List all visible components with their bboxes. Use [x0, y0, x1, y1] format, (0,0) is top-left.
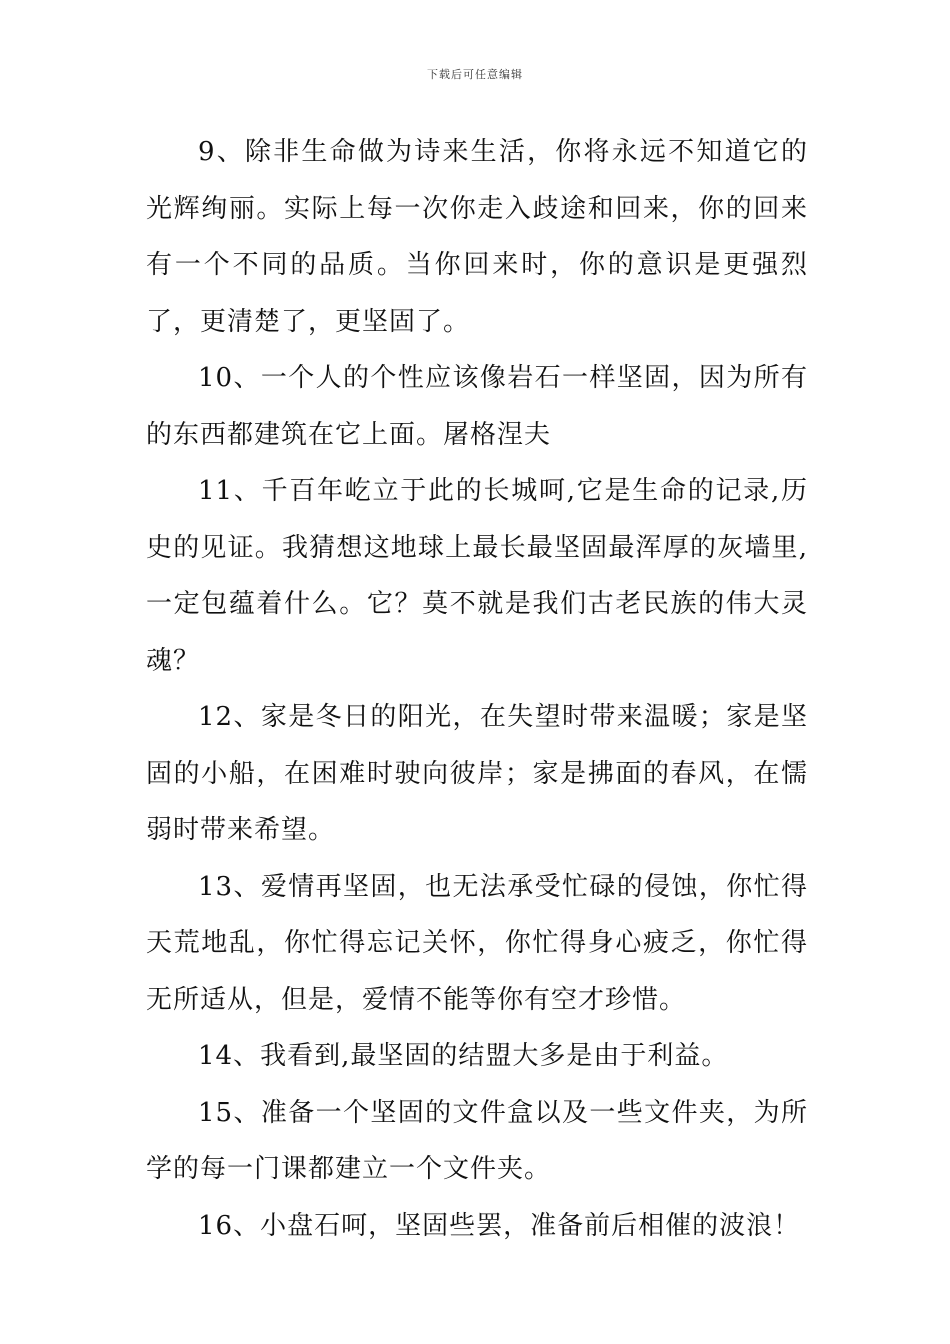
paragraph-14: 14、我看到,最坚固的结盟大多是由于利益。 [198, 1041, 729, 1071]
header-note: 下载后可任意编辑 [427, 68, 523, 81]
paragraph-9: 9、除非生命做为诗来生活，你将永远不知道它的光辉绚丽。实际上每一次你走入歧途和回来，你的回来有一个不同的品质。当你回来时，你的意识是更强烈了，更清楚了，更坚固了。 [146, 137, 808, 337]
paragraph-11: 11、千百年屹立于此的长城呵,它是生命的记录,历史的见证。我猜想这地球上最长最坚固最浑厚的灰墙里,一定包蕴着什么。它？莫不就是我们古老民族的伟大灵魂？ [146, 476, 808, 676]
paragraph-12: 12、家是冬日的阳光，在失望时带来温暖；家是坚固的小船，在困难时驶向彼岸；家是拂面的春风，在懦弱时带来希望。 [146, 702, 808, 845]
paragraph-10: 10、一个人的个性应该像岩石一样坚固，因为所有的东西都建筑在它上面。屠格涅夫 [146, 363, 808, 450]
paragraph-13: 13、爱情再坚固，也无法承受忙碌的侵蚀，你忙得天荒地乱，你忙得忘记关怀，你忙得身心疲乏，你忙得无所适从，但是，爱情不能等你有空才珍惜。 [146, 871, 808, 1015]
paragraph-16: 16、小盘石呵，坚固些罢，准备前后相催的波浪！ [198, 1210, 801, 1241]
document-body [146, 124, 808, 1254]
paragraph-15: 15、准备一个坚固的文件盒以及一些文件夹，为所学的每一门课都建立一个文件夹。 [146, 1097, 808, 1184]
